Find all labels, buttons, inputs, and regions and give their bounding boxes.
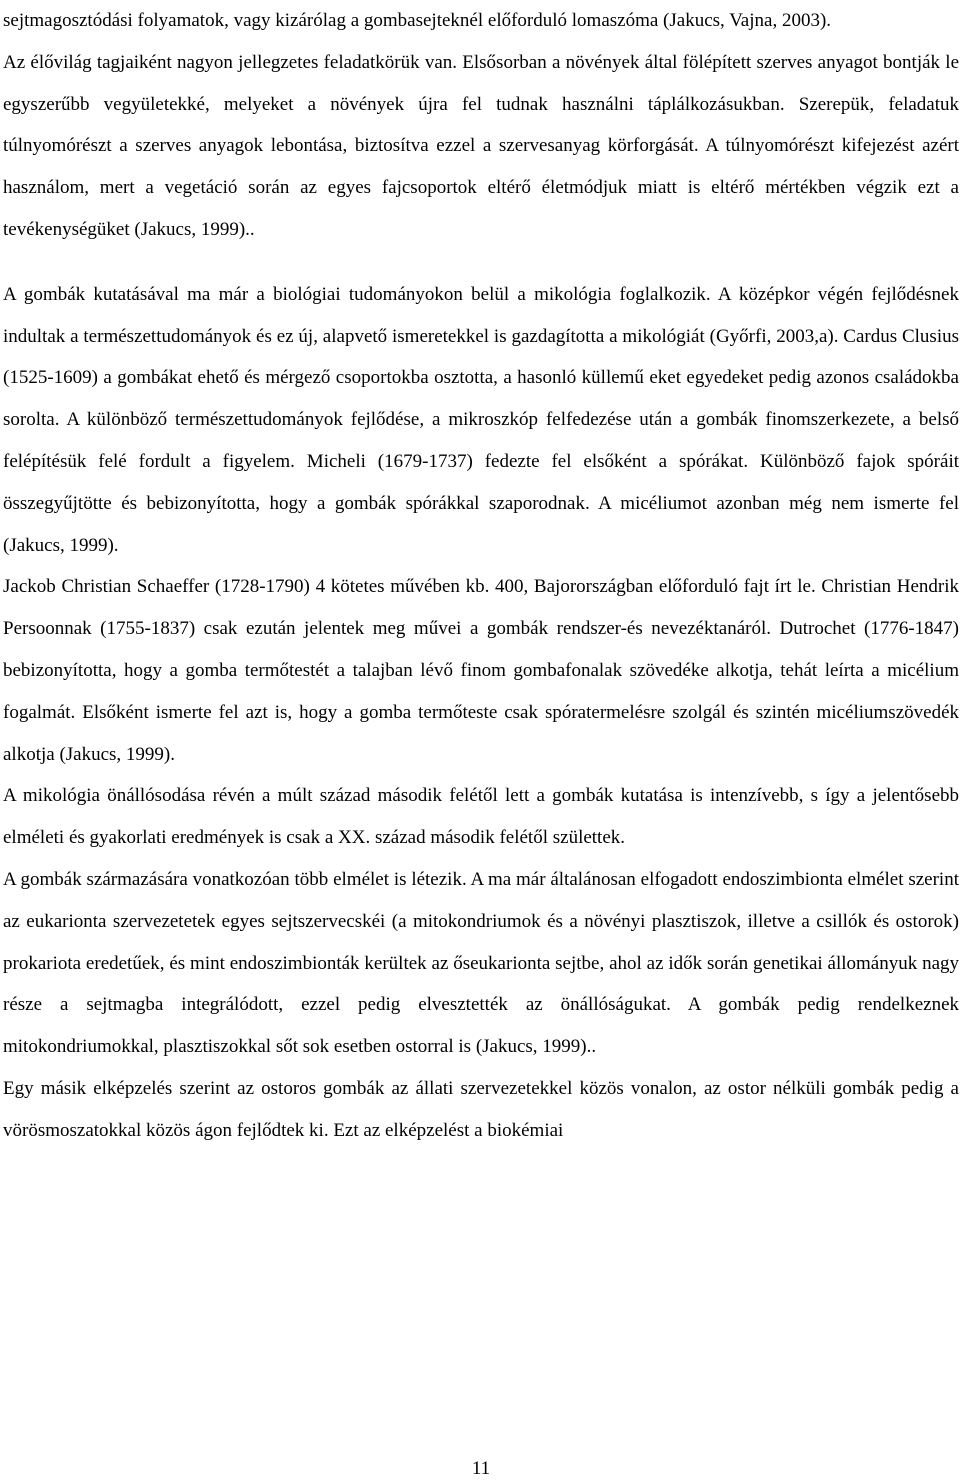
body-text — [3, 0, 959, 1152]
page-number: 11 — [471, 1458, 491, 1479]
paragraph-5: A mikológia önállósodása révén a múlt század második felétől lett a gombák kutatása is intenzívebb, s így a jelentősebb elméleti és gyakorlati eredmények is csak a XX. század második felétől születtek. — [3, 785, 959, 849]
paragraph-2: Az élővilág tagjaiként nagyon jellegzetes feladatkörük van. Elsősorban a növények által fölépített szerves anyagot bontják le egyszerűbb vegyületekké, melyeket a növények újra fel tudnak használni táplálkozásukban. Szerepük, feladatuk túlnyomórészt a szerves anyagok lebontása, biztosítva ezzel a szervesanyag körforgását. A túlnyomórészt kifejezést azért használom, mert a vegetáció során az egyes fajcsoportok eltérő életmódjuk miatt is eltérő mértékben végzik ezt a tevékenységüket (Jakucs, 1999).. — [3, 51, 959, 240]
paragraph-1: sejtmagosztódási folyamatok, vagy kizárólag a gombasejteknél előforduló lomaszóma (Jakucs, Vajna, 2003). — [3, 10, 832, 31]
document-page — [3, 0, 959, 1482]
paragraph-3: A gombák kutatásával ma már a biológiai tudományokon belül a mikológia foglalkozik. A középkor végén fejlődésnek indultak a természettudományok és ez új, alapvető ismeretekkel is gazdagította a mikológiát (Győrfi, 2003,a). Cardus Clusius (1525-1609) a gombákat ehető és mérgező csoportokba osztotta, a hasonló küllemű eket egyedeket pedig azonos családokba sorolta. A különböző természettudományok fejlődése, a mikroszkóp felfedezése után a gombák finomszerkezete, a belső felépítésük felé fordult a figyelem. Micheli (1679-1737) fedezte fel elsőként a spórákat. Különböző fajok spóráit összegyűjtötte és bebizonyította, hogy a gombák spórákkal szaporodnak. A micéliumot azonban még nem ismerte fel (Jakucs, 1999). — [3, 283, 959, 556]
paragraph-6: A gombák származására vonatkozóan több elmélet is létezik. A ma már általánosan elfogadott endoszimbionta elmélet szerint az eukarionta szervezetetek egyes sejtszervecskéi (a mitokondriumok és a növényi plasztiszok, illetve a csillók és ostorok) prokariota eredetűek, és mint endoszimbionták kerültek az őseukarionta sejtbe, ahol az idők során genetikai állományuk nagy része a sejtmagba integrálódott, ezzel pedig elvesztették az önállóságukat. A gombák pedig rendelkeznek mitokondriumokkal, plasztiszokkal sőt sok esetben ostorral is (Jakucs, 1999).. — [3, 868, 959, 1058]
paragraph-4: Jackob Christian Schaeffer (1728-1790) 4 kötetes művében kb. 400, Bajorországban előforduló fajt írt le. Christian Hendrik Persoonnak (1755-1837) csak ezután jelentek meg művei a gombák rendszer-és nevezéktanáról. Dutrochet (1776-1847) bebizonyította, hogy a gomba termőtestét a talajban lévő finom gombafonalak szövedéke alkotja, tehát leírta a micélium fogalmát. Elsőként ismerte fel azt is, hogy a gomba termőteste csak spóratermelésre szolgál és szintén micéliumszövedék alkotja (Jakucs, 1999). — [3, 576, 959, 765]
paragraph-7: Egy másik elképzelés szerint az ostoros gombák az állati szervezetekkel közös vonalon, az ostor nélküli gombák pedig a vörösmoszatokkal közös ágon fejlődtek ki. Ezt az elképzelést a biokémiai — [3, 1077, 959, 1141]
